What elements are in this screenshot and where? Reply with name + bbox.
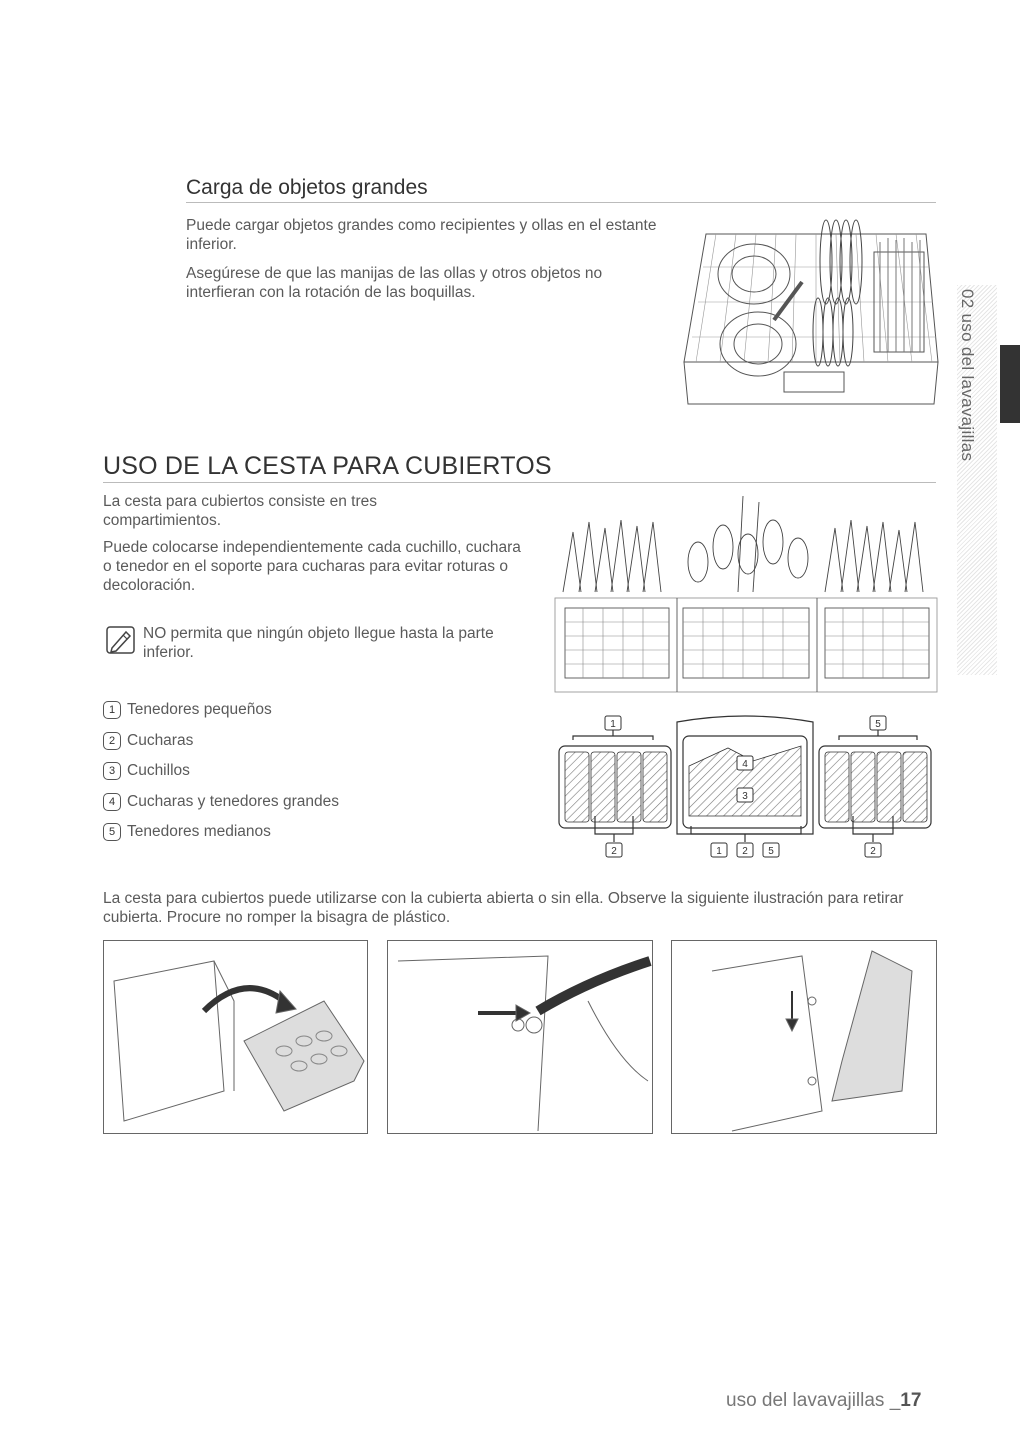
section-title-large-items: Carga de objetos grandes <box>186 176 936 203</box>
chapter-side-label-text: 02 uso del lavavajillas <box>958 289 977 462</box>
diagram-label-bottom-left: 2 <box>611 846 617 857</box>
cover-removal-step-2 <box>387 940 653 1134</box>
page-number: 17 <box>900 1390 922 1411</box>
cutlery-basket-illustration <box>553 492 939 694</box>
legend-label-2: Cucharas <box>127 732 194 749</box>
diagram-label-top-left: 1 <box>610 719 616 730</box>
cutlery-paragraph-3: La cesta para cubiertos puede utilizarse con la cubierta abierta o sin ella. Observe la siguiente ilustración para retirar cubierta. Procure no romper la bisagra de plástico. <box>103 890 904 926</box>
cutlery-paragraph-2: Puede colocarse independientemente cada cuchillo, cuchara o tenedor en el soporte para cucharas para evitar roturas o decoloración. <box>103 539 521 594</box>
legend-item-1 <box>103 699 272 721</box>
note-pencil-icon <box>106 626 136 656</box>
large-items-paragraph-1: Puede cargar objetos grandes como recipientes y ollas en el estante inferior. <box>186 217 657 253</box>
section-title-cutlery-basket: USO DE LA CESTA PARA CUBIERTOS <box>103 452 936 483</box>
cutlery-basket-diagram <box>553 706 939 864</box>
cover-removal-step-3 <box>671 940 937 1134</box>
diagram-label-bottom-right: 2 <box>870 846 876 857</box>
chapter-side-tab-marker <box>1000 345 1020 423</box>
note-text: NO permita que ningún objeto llegue hasta la parte inferior. <box>143 625 494 661</box>
legend-item-5 <box>103 821 271 843</box>
legend-label-5: Tenedores medianos <box>127 823 271 840</box>
cutlery-paragraph-1: La cesta para cubiertos consiste en tres compartimientos. <box>103 493 377 529</box>
lower-rack-illustration <box>676 212 940 412</box>
diagram-label-bottom-mid-3: 5 <box>768 846 774 857</box>
legend-number-3: 3 <box>103 762 121 780</box>
legend-item-4 <box>103 791 339 813</box>
legend-label-1: Tenedores pequeños <box>127 701 272 718</box>
legend-number-5: 5 <box>103 823 121 841</box>
legend-label-4: Cucharas y tenedores grandes <box>127 793 339 810</box>
legend-number-4: 4 <box>103 793 121 811</box>
diagram-label-bottom-mid-1: 1 <box>716 846 722 857</box>
cover-removal-step-1 <box>103 940 368 1134</box>
diagram-label-center-a: 4 <box>742 759 748 770</box>
diagram-label-top-right: 5 <box>875 719 881 730</box>
legend-number-2: 2 <box>103 732 121 750</box>
footer-text: uso del lavavajillas _ <box>726 1390 901 1411</box>
legend-number-1: 1 <box>103 701 121 719</box>
large-items-paragraph-2: Asegúrese de que las manijas de las ollas y otros objetos no interfieran con la rotación de las boquillas. <box>186 265 603 301</box>
legend-item-3 <box>103 760 190 782</box>
page-footer <box>726 1390 921 1412</box>
diagram-label-center-b: 3 <box>742 791 748 802</box>
legend-label-3: Cuchillos <box>127 762 190 779</box>
diagram-label-bottom-mid-2: 2 <box>742 846 748 857</box>
legend-item-2 <box>103 730 193 752</box>
